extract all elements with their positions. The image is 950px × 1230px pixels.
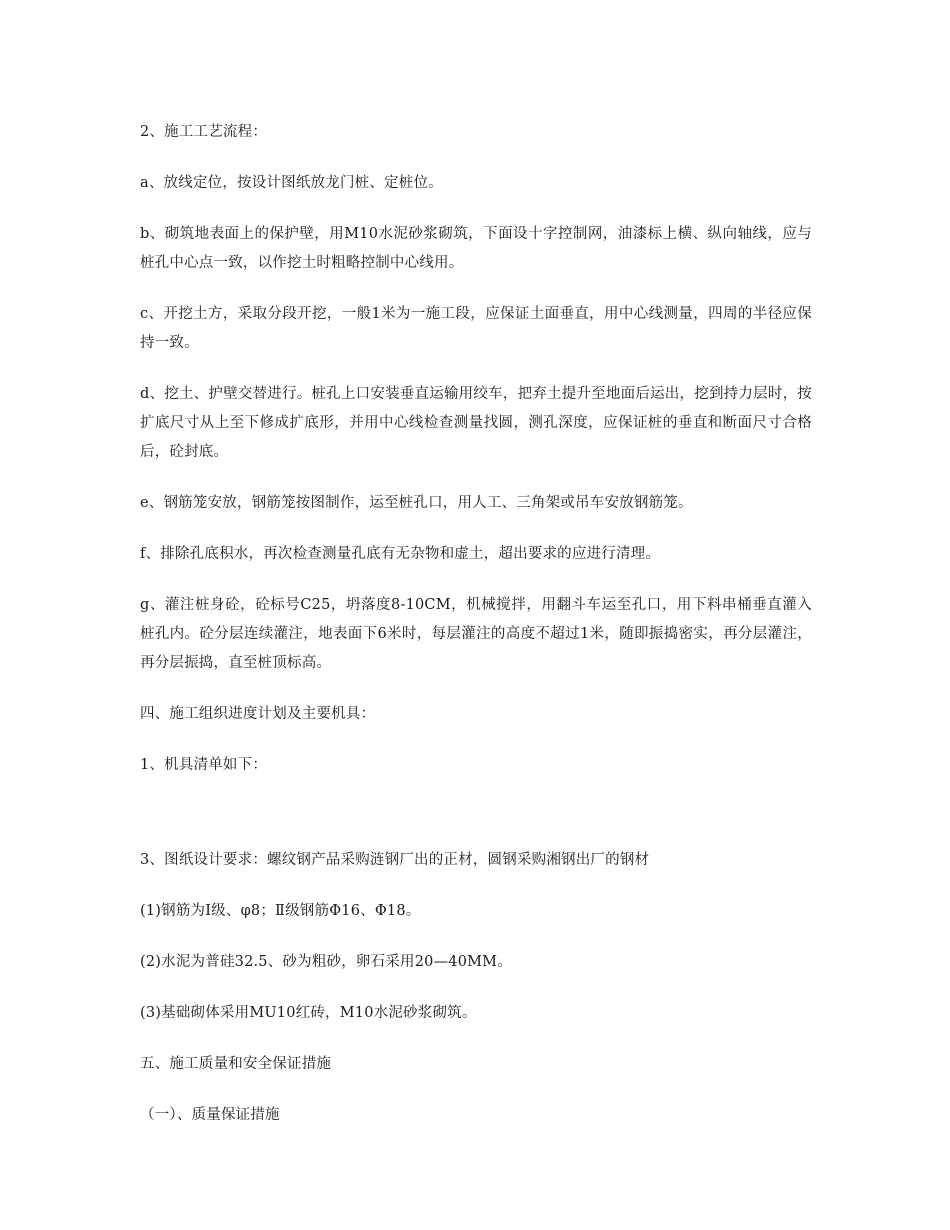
- paragraph-step-g: g、灌注桩身砼，砼标号C25，坍落度8-10CM，机械搅拌，用翻斗车运至孔口，用下料串桶垂直灌入桩孔内。砼分层连续灌注，地表面下6米时，每层灌注的高度不超过1米，随即振捣密实，再分层灌注，再分层振捣，直至桩顶标高。: [140, 597, 812, 671]
- paragraph-step-c: c、开挖土方，采取分段开挖，一般1米为一施工段，应保证土面垂直，用中心线测量，四周的半径应保持一致。: [140, 306, 812, 351]
- document-page: [140, 118, 812, 1152]
- section-heading-process: 2、施工工艺流程：: [140, 124, 268, 140]
- paragraph-step-e: e、钢筋笼安放，钢筋笼按图制作，运至桩孔口，用人工、三角架或吊车安放钢筋笼。: [140, 495, 693, 511]
- paragraph-equipment-list: 1、机具清单如下：: [140, 757, 268, 773]
- paragraph-design-requirements: 3、图纸设计要求：螺纹钢产品采购涟钢厂出的正材，圆钢采购湘钢出厂的钢材: [140, 852, 650, 868]
- subsection-heading-quality: （一）、质量保证措施: [140, 1107, 280, 1123]
- paragraph-requirement-2: (2)水泥为普硅32.5、砂为粗砂，卵石采用20—40MM。: [140, 954, 512, 970]
- blank-space: [140, 802, 812, 846]
- section-heading-quality-safety: 五、施工质量和安全保证措施: [140, 1056, 332, 1072]
- paragraph-requirement-1: (1)钢筋为Ⅰ级、φ8；Ⅱ级钢筋Φ16、Φ18。: [140, 903, 421, 919]
- paragraph-step-b: b、砌筑地表面上的保护壁，用M10水泥砂浆砌筑，下面设十字控制网，油漆标上横、纵向轴线，应与桩孔中心点一致，以作挖土时粗略控制中心线用。: [140, 226, 812, 271]
- paragraph-requirement-3: (3)基础砌体采用MU10红砖，M10水泥砂浆砌筑。: [140, 1005, 477, 1021]
- paragraph-step-d: d、挖土、护壁交替进行。桩孔上口安装垂直运输用绞车，把弃土提升至地面后运出，挖到持力层时，按扩底尺寸从上至下修成扩底形，并用中心线检查测量找圆，测孔深度，应保证桩的垂直和断面尺寸合格后，砼封底。: [140, 386, 812, 460]
- section-heading-schedule: 四、施工组织进度计划及主要机具：: [140, 706, 376, 722]
- paragraph-step-a: a、放线定位，按设计图纸放龙门桩、定桩位。: [140, 175, 443, 191]
- paragraph-step-f: f、排除孔底积水，再次检查测量孔底有无杂物和虚土，超出要求的应进行清理。: [140, 546, 661, 562]
